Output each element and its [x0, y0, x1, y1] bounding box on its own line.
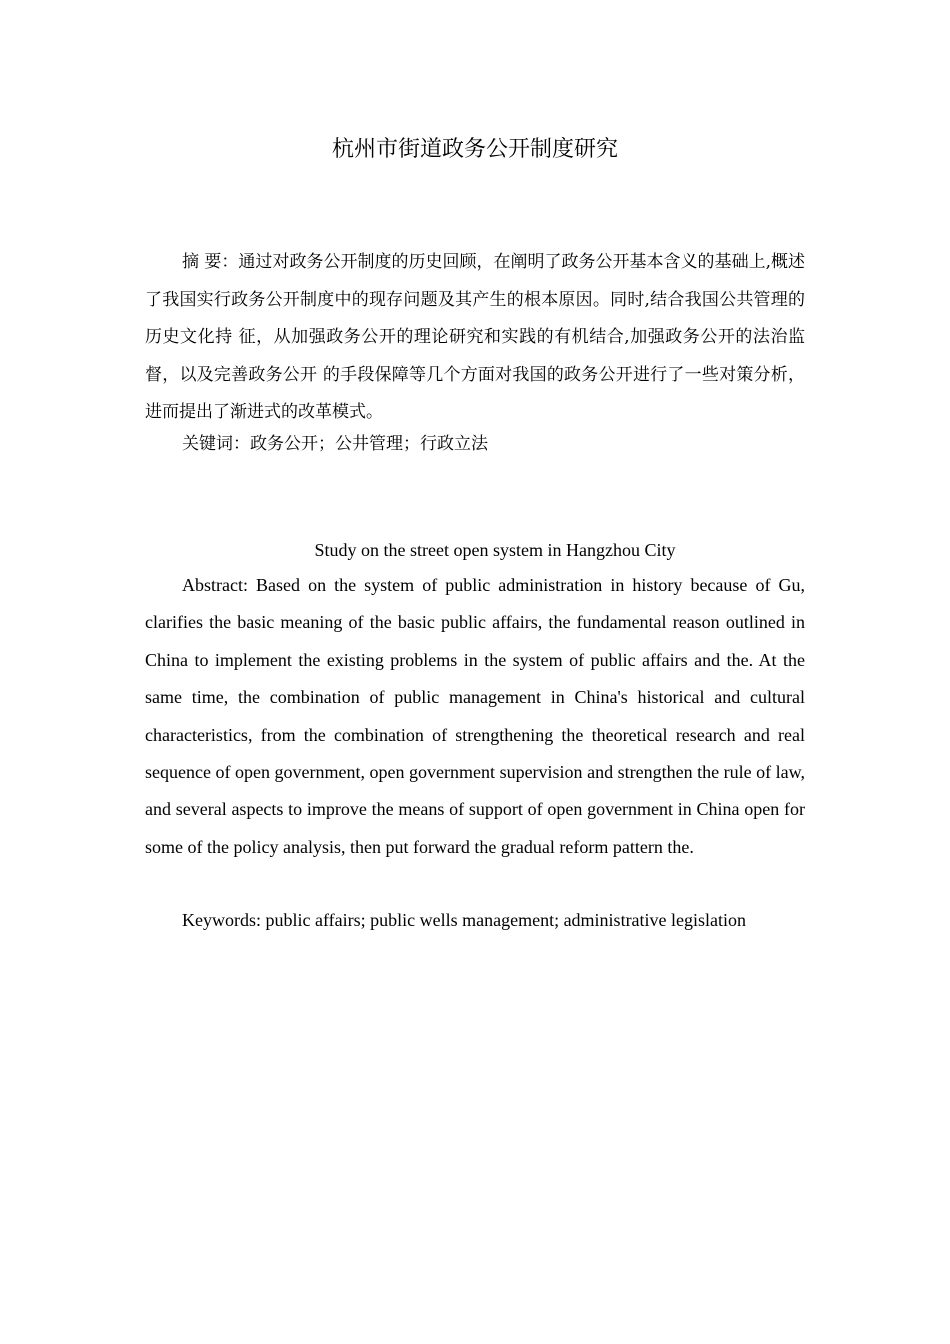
english-abstract-text: Abstract: Based on the system of public administration in history because of Gu, clarifies the basic meaning of the basic public affairs, the fundamental reason outlined in China to implement the existing problems in the system of public affairs and the. At the same time, the combination of public management in China's historical and cultural characteristics, from the combination of strengthening the theoretical research and real sequence of open government, open government supervision and strengthen the rule of law, and several aspects to improve the means of support of open government in China open for some of the policy analysis, then put forward the gradual reform pattern the.	[145, 575, 805, 857]
english-abstract	[145, 567, 805, 866]
english-title: Study on the street open system in Hangzhou City	[314, 540, 676, 560]
chinese-abstract-text: 摘 要：通过对政务公开制度的历史回顾，在阐明了政务公开基本含义的基础上,概述了我国实行政务公开制度中的现存问题及其产生的根本原因。同时,结合我国公共管理的历史文化持 征，从加强政务公开的理论研究和实践的有机结合,加强政务公开的法治监督，以及完善政务公开 的手段保障等几个方面对我国的政务公开进行了一些对策分析，进而提出了渐进式的改革模式。	[145, 252, 805, 422]
page-title: 杭州市街道政务公开制度研究	[331, 137, 618, 162]
chinese-abstract	[145, 244, 805, 432]
english-keywords: Keywords: public affairs; public wells management; administrative legislation	[182, 910, 747, 930]
chinese-keywords: 关键词：政务公开；公井管理；行政立法	[182, 434, 488, 454]
